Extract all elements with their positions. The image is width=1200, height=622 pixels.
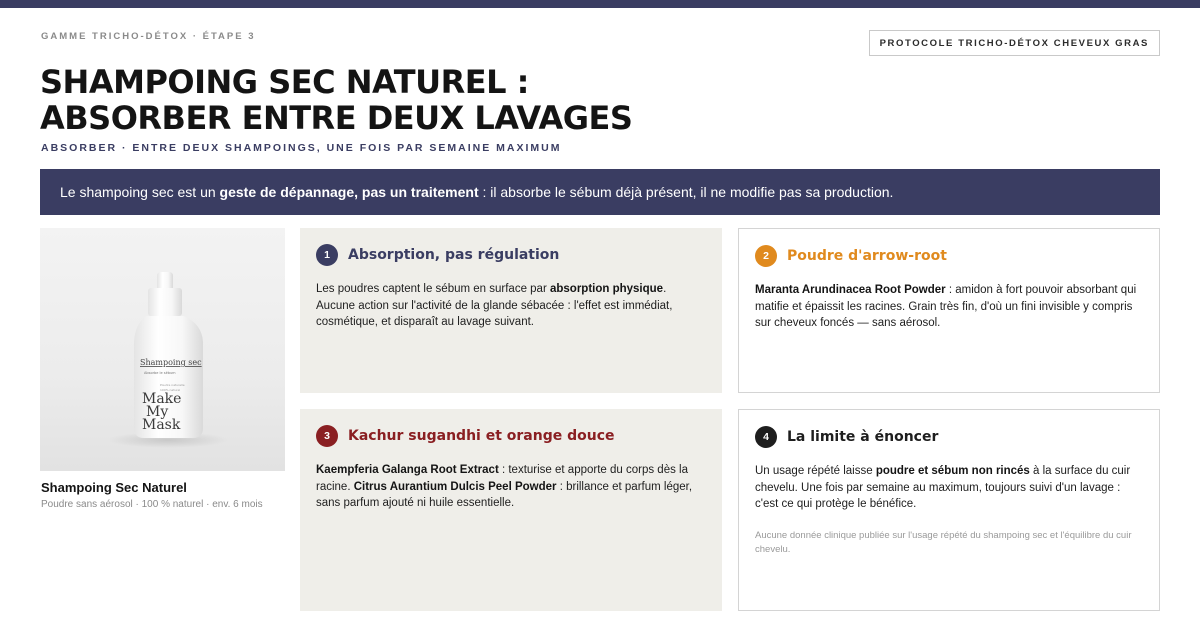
banner-text-post: : il absorbe le sébum déjà présent, il ne modifie pas sa production. [478, 184, 894, 200]
card-body-text: . Aucune action sur l'activité de la glande sébacée : l'effet est immédiat, cosmétique, et disparaît au lavage suivant. [316, 283, 673, 328]
card-body [755, 282, 1143, 332]
info-banner [40, 169, 1160, 215]
bottle-brand-1: Make [142, 391, 182, 407]
card-body-text: : brillance et parfum léger, sans parfum ajouté ni huile essentielle. [316, 480, 693, 509]
card-header [755, 245, 1143, 267]
bottle-brand-3: Mask [142, 417, 181, 433]
product-meta: Poudre sans aérosol · 100 % naturel · env. 6 mois [41, 499, 263, 510]
bottle-label-small-1: Poudre naturelle [160, 383, 185, 387]
card-title: Absorption, pas régulation [348, 247, 560, 263]
card-absorption [300, 228, 722, 393]
banner-text-pre: Le shampoing sec est un [60, 184, 220, 200]
page-title-line-2: ABSORBER ENTRE DEUX LAVAGES [40, 99, 633, 137]
number-badge: 4 [755, 426, 777, 448]
card-body-bold: poudre et sébum non rincés [875, 465, 1030, 477]
card-title: La limite à énoncer [787, 429, 939, 445]
banner-text [60, 184, 893, 200]
page-subtitle: ABSORBER · ENTRE DEUX SHAMPOINGS, UNE FOIS PAR SEMAINE MAXIMUM [41, 142, 562, 154]
card-note: Aucune donnée clinique publiée sur l'usage répété du shampoing sec et l'équilibre du cuir chevelu. [755, 529, 1132, 555]
card-body-bold: Maranta Arundinacea Root Powder [755, 284, 946, 296]
product-name: Shampoing Sec Naturel [41, 480, 187, 495]
card-body-bold: Citrus Aurantium Dulcis Peel Powder [353, 480, 557, 493]
eyebrow-label: GAMME TRICHO-DÉTOX · ÉTAPE 3 [41, 31, 256, 42]
banner-text-bold: geste de dépannage, pas un traitement [219, 184, 479, 200]
card-body-text: : amidon à fort pouvoir absorbant qui matifie et épaissit les racines. Grain très fin, d'où un fini invisible y compris sur cheveux foncés — sans aérosol. [755, 284, 1137, 329]
number-badge: 2 [755, 245, 777, 267]
top-accent-bar [0, 0, 1200, 8]
card-body-bold: Kaempferia Galanga Root Extract [316, 464, 499, 476]
card-body [316, 281, 706, 331]
card-arrow-root [738, 228, 1160, 393]
protocol-tag: PROTOCOLE TRICHO-DÉTOX CHEVEUX GRAS [869, 30, 1160, 56]
card-body-text: : texturise et apporte du corps dès la racine. [316, 464, 688, 493]
card-header [316, 244, 706, 266]
card-body-text: Les poudres captent le sébum en surface par [316, 283, 550, 295]
card-title: Poudre d'arrow-root [787, 248, 947, 264]
bottle-label-small-2: 100% naturel [160, 388, 181, 392]
bottle-label-title: Shampoing sec [140, 358, 202, 367]
card-header [316, 425, 706, 447]
card-limit [738, 409, 1160, 611]
page-title [40, 64, 940, 136]
card-title: Kachur sugandhi et orange douce [348, 428, 615, 444]
product-image [40, 228, 285, 471]
bottle-label-sub: Absorbe le sébum [144, 371, 176, 375]
number-badge: 1 [316, 244, 338, 266]
card-body-bold: absorption physique [549, 283, 664, 295]
card-header [755, 426, 1143, 448]
card-body-text: Un usage répété laisse [755, 465, 876, 477]
bottle-illustration [40, 228, 285, 471]
card-body-text: à la surface du cuir chevelu. Une fois par semaine au maximum, toujours suivi d'un lavage : c'est ce qui protège le bénéfice. [755, 465, 1131, 510]
card-body [755, 463, 1143, 513]
page-title-line-1: SHAMPOING SEC NATUREL : [40, 63, 529, 101]
number-badge: 3 [316, 425, 338, 447]
bottle-brand-2: My [146, 404, 169, 420]
card-body [316, 462, 706, 512]
card-kachur [300, 409, 722, 611]
